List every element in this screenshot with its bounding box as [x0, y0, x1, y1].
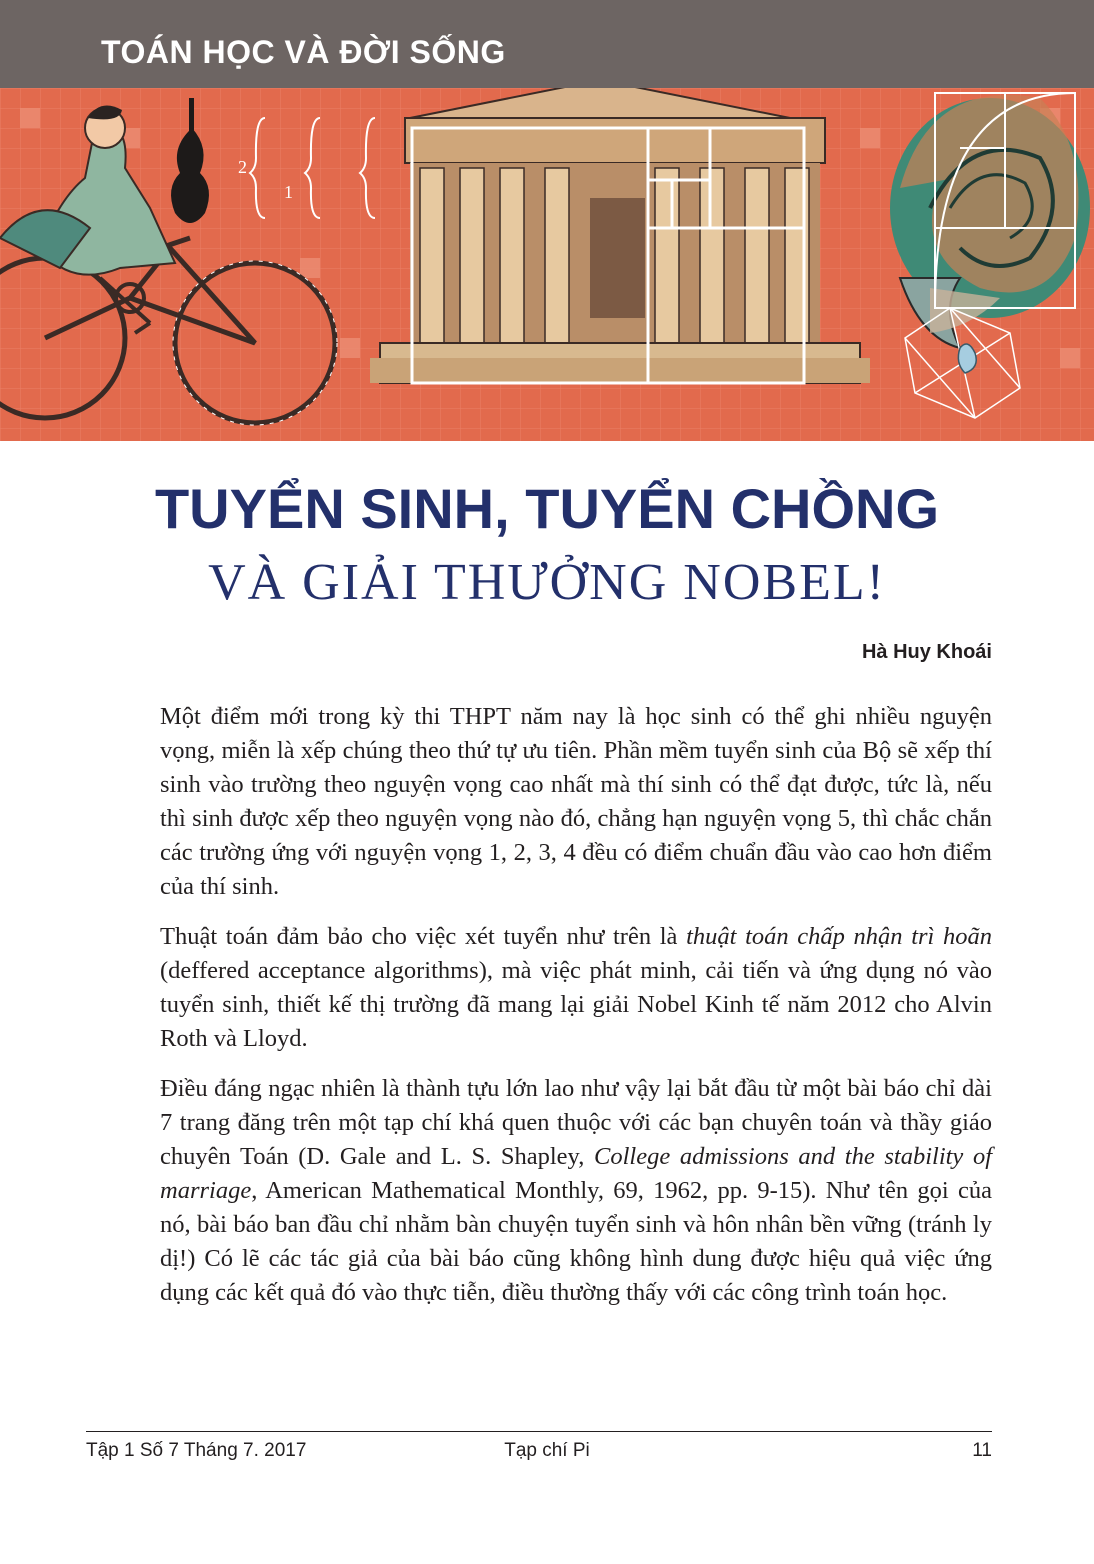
section-title: TOÁN HỌC VÀ ĐỜI SỐNG [101, 34, 506, 70]
paragraph-2-text-rest: (deffered acceptance algorithms), mà việc phát minh, cải tiến và ứng dụng nó vào tuyển sinh, thiết kế thị trường đã mang lại giải Nobel Kinh tế năm 2012 cho Alvin Roth và Lloyd. [160, 957, 992, 1052]
paragraph-1: Một điểm mới trong kỳ thi THPT năm nay là học sinh có thể ghi nhiều nguyện vọng, miễn là xếp chúng theo thứ tự ưu tiên. Phần mềm tuyển sinh của Bộ sẽ xếp thí sinh vào trường theo nguyện vọng cao nhất mà thí sinh có thể đạt được, tức là, nếu thì sinh được xếp theo nguyện vọng nào đó, chẳng hạn nguyện vọng 5, thì chắc chắn các trường ứng với nguyện vọng 1, 2, 3, 4 đều có điểm chuẩn đầu vào cao hơn điểm của thí sinh. [160, 703, 992, 900]
author-name: Hà Huy Khoái [861, 641, 992, 663]
paragraph-2-text: Thuật toán đảm bảo cho việc xét tuyển như trên là [160, 923, 687, 950]
article-title-line2: VÀ GIẢI THƯỞNG NOBEL! [208, 554, 886, 611]
banner-label-2: 2 [238, 157, 247, 177]
article-title-line1: TUYỂN SINH, TUYỂN CHỒNG [154, 477, 940, 540]
footer-magazine: Tạp chí Pi [504, 1440, 590, 1461]
footer-issue: Tập 1 Số 7 Tháng 7. 2017 [86, 1440, 307, 1461]
paragraph-2 [160, 920, 992, 1056]
paragraph-3-text-rest: , American Mathematical Monthly, 69, 1962, pp. 9-15). Như tên gọi của nó, bài báo ban đầu chỉ nhằm bàn chuyện tuyển sinh và hôn nhân bền vững (tránh ly dị!) Có lẽ các tác giả của bài báo cũng không hình dung được hiệu quả việc ứng dụng các kết quả đó vào thực tiễn, điều thường thấy với các công trình toán học. [160, 1177, 992, 1306]
paragraph-2-italic-term: thuật toán chấp nhận trì hoãn [686, 923, 992, 950]
paragraph-3-text: Điều đáng ngạc nhiên là thành tựu lớn lao như vậy lại bắt đầu từ một bài báo chỉ dài 7 trang đăng trên một tạp chí khá quen thuộc với các bạn chuyên toán và thầy giáo chuyên Toán (D. Gale and L. S. Shapley, [160, 1075, 992, 1170]
banner-illustration [0, 88, 1094, 441]
parthenon-illustration [370, 88, 870, 383]
article-body [160, 700, 992, 1326]
banner-label-1: 1 [284, 182, 293, 202]
paragraph-3-citation-title: College admissions and the stability of marriage [160, 1143, 993, 1204]
footer-divider [86, 1431, 992, 1432]
paragraph-3 [160, 1072, 992, 1310]
footer-page-number: 11 [972, 1440, 992, 1461]
